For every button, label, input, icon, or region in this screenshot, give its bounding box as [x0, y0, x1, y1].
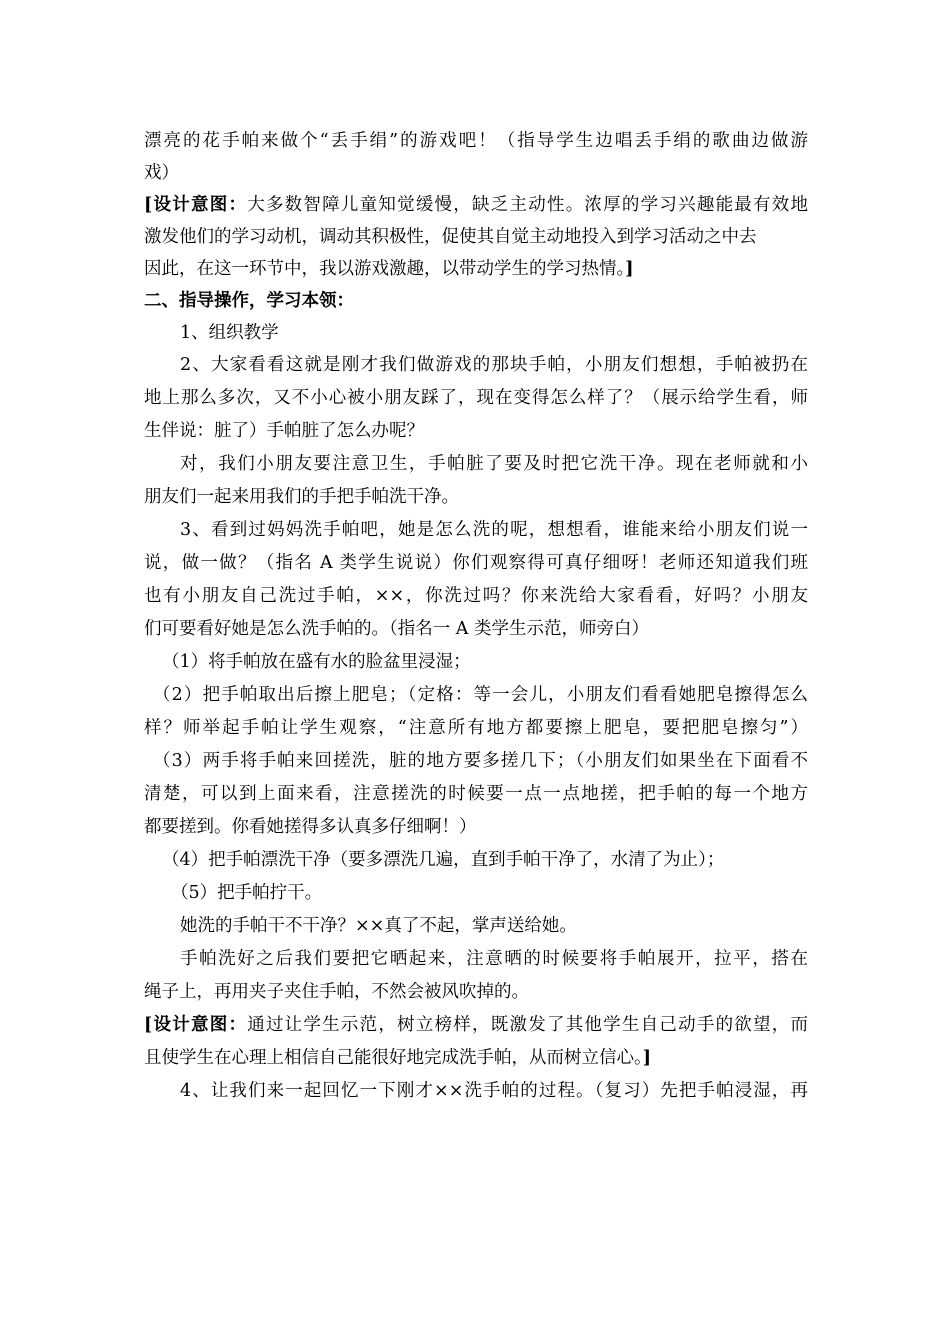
paragraph-line: 都要搓到。你看她搓得多认真多仔细啊！）	[144, 817, 477, 837]
design-intent-label: [设计意图：	[144, 1015, 248, 1035]
design-intent-line	[144, 192, 808, 218]
paragraph-line: 绳子上，再用夹子夹住手帕，不然会被风吹掉的。	[144, 982, 529, 1002]
paragraph-line: 激发他们的学习动机，调动其积极性，促使其自觉主动地投入到学习活动之中去	[144, 227, 757, 247]
design-intent-line	[144, 1045, 651, 1071]
step-line: （2）把手帕取出后擦上肥皂；（定格：等一会儿，小朋友们看看她肥皂擦得怎么	[153, 685, 808, 705]
paragraph-line: 手帕洗好之后我们要把它晒起来，注意晒的时候要将手帕展开，拉平，搭在	[180, 949, 808, 969]
paragraph-line: 生伴说：脏了）手帕脏了怎么办呢？	[144, 421, 424, 441]
paragraph-line: 朋友们一起来用我们的手把手帕洗干净。	[144, 487, 459, 507]
paragraph-line: 漂亮的花手帕来做个“丢手绢”的游戏吧！（指导学生边唱丢手绢的歌曲边做游	[144, 131, 808, 151]
design-intent-close: ]	[625, 259, 634, 279]
paragraph-line: 3、看到过妈妈洗手帕吧，她是怎么洗的呢，想想看，谁能来给小朋友们说一	[180, 520, 808, 540]
design-intent-text: 因此，在这一环节中，我以游戏激趣，以带动学生的学习热情。	[144, 259, 626, 279]
paragraph-line: 1、组织教学	[180, 323, 279, 343]
design-intent-text: 且使学生在心理上相信自己能很好地完成洗手帕，从而树立信心。	[144, 1048, 643, 1068]
paragraph-line: 2、大家看看这就是刚才我们做游戏的那块手帕，小朋友们想想，手帕被扔在	[180, 355, 808, 375]
design-intent-label: [设计意图：	[144, 195, 248, 215]
section-heading: 二、指导操作，学习本领：	[144, 291, 354, 311]
design-intent-close: ]	[642, 1048, 652, 1068]
step-line: （1）将手帕放在盛有水的脸盆里浸湿；	[162, 652, 471, 672]
design-intent-line	[144, 256, 634, 282]
paragraph-line: 她洗的手帕干不干净？××真了不起，掌声送给她。	[180, 916, 577, 936]
design-intent-text: 大多数智障儿童知觉缓慢，缺乏主动性。浓厚的学习兴趣能最有效地	[247, 195, 809, 215]
design-intent-line	[144, 1012, 808, 1038]
paragraph-line: 说，做一做？（指名 A 类学生说说）你们观察得可真仔细呀！老师还知道我们班	[144, 553, 808, 573]
paragraph-line: 地上那么多次，又不小心被小朋友踩了，现在变得怎么样了？（展示给学生看，师	[144, 388, 808, 408]
paragraph-line: 们可要看好她是怎么洗手帕的。（指名一 A 类学生示范，师旁白）	[144, 619, 650, 639]
paragraph-line: 对，我们小朋友要注意卫生，手帕脏了要及时把它洗干净。现在老师就和小	[180, 454, 808, 474]
step-line: （3）两手将手帕来回搓洗，脏的地方要多搓几下；（小朋友们如果坐在下面看不	[153, 751, 808, 771]
paragraph-line: 4、让我们来一起回忆一下刚才××洗手帕的过程。（复习）先把手帕浸湿，再	[180, 1081, 808, 1101]
step-line: （4）把手帕漂洗干净（要多漂洗几遍，直到手帕干净了，水清了为止）；	[162, 850, 725, 870]
paragraph-line: 清楚，可以到上面来看，注意搓洗的时候要一点一点地搓，把手帕的每一个地方	[144, 784, 808, 804]
paragraph-line: 戏）	[144, 163, 179, 183]
step-line: （5）把手帕拧干。	[171, 883, 323, 903]
paragraph-line: 样？师举起手帕让学生观察，“注意所有地方都要擦上肥皂，要把肥皂擦匀”）	[144, 718, 808, 738]
design-intent-text: 通过让学生示范，树立榜样，既激发了其他学生自己动手的欲望，而	[247, 1015, 809, 1035]
paragraph-line: 也有小朋友自己洗过手帕，××，你洗过吗？你来洗给大家看看，好吗？小朋友	[144, 586, 808, 606]
